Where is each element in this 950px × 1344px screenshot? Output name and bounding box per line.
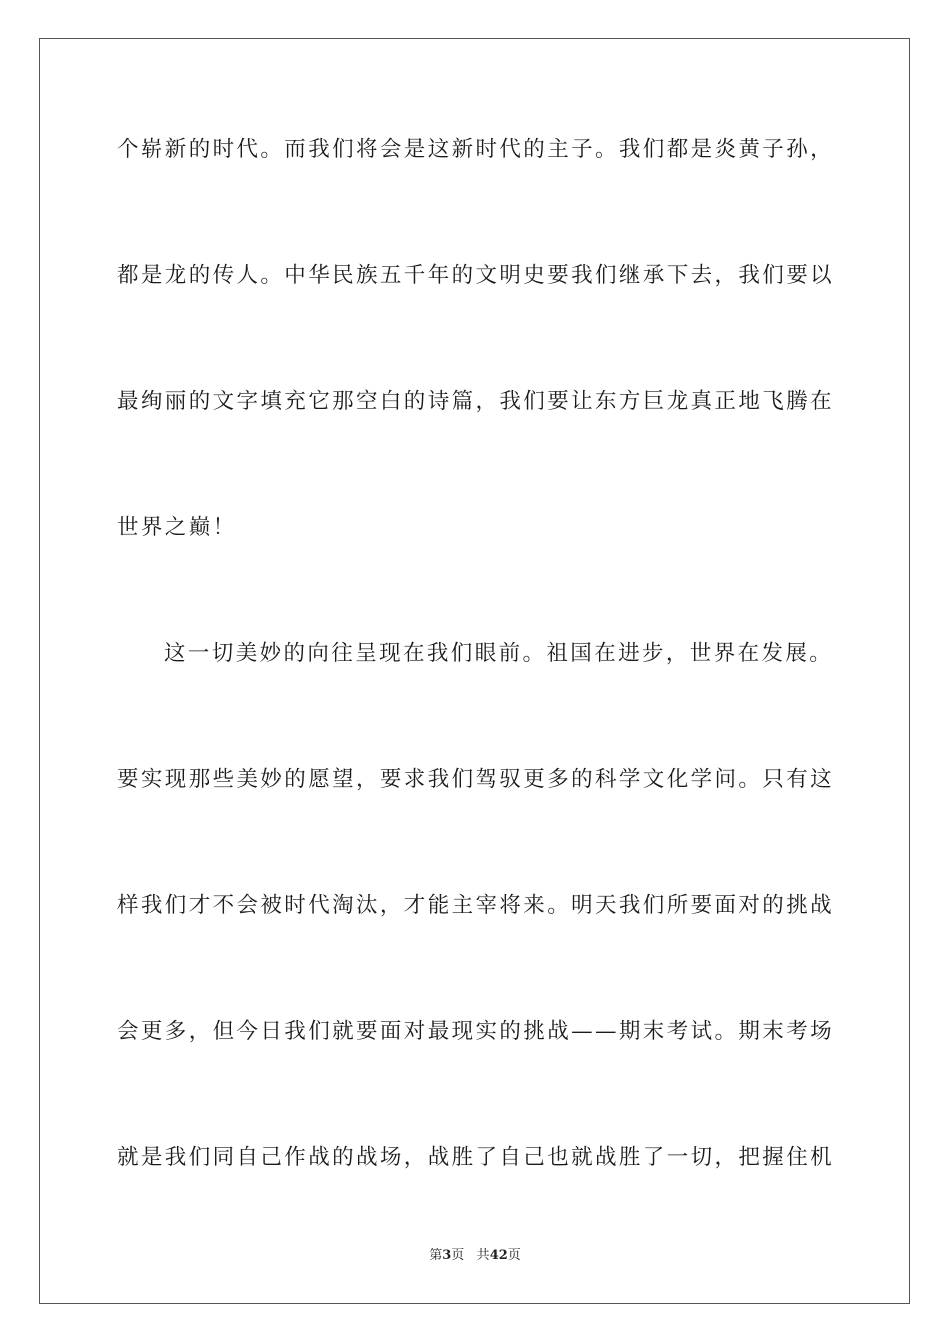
body-text-line: 世界之巅！ xyxy=(117,515,237,540)
footer-total-pages: 42 xyxy=(489,1248,508,1263)
footer-page-suffix: 页 xyxy=(451,1248,465,1263)
paragraph-first-line: 这一切美妙的向往呈现在我们眼前。祖国在进步，世界在发展。 xyxy=(164,641,834,666)
body-text-line: 要实现那些美妙的愿望，要求我们驾驭更多的科学文化学问。只有这 xyxy=(117,767,835,792)
body-text-line: 最绚丽的文字填充它那空白的诗篇，我们要让东方巨龙真正地飞腾在 xyxy=(117,389,835,414)
body-text-line: 都是龙的传人。中华民族五千年的文明史要我们继承下去，我们要以 xyxy=(117,263,835,288)
body-text-line: 个崭新的时代。而我们将会是这新时代的主子。我们都是炎黄子孙， xyxy=(117,137,835,162)
footer-total-prefix: 共 xyxy=(476,1248,490,1263)
footer-page-number: 3 xyxy=(442,1248,452,1263)
page-footer xyxy=(0,1247,950,1265)
footer-prefix: 第 xyxy=(429,1248,443,1263)
body-text-line: 样我们才不会被时代淘汰，才能主宰将来。明天我们所要面对的挑战 xyxy=(117,893,835,918)
body-text-line: 就是我们同自己作战的战场，战胜了自己也就战胜了一切，把握住机 xyxy=(117,1145,835,1170)
body-text-line: 会更多，但今日我们就要面对最现实的挑战——期末考试。期末考场 xyxy=(117,1019,835,1044)
page-border xyxy=(39,38,910,1304)
footer-total-suffix: 页 xyxy=(507,1248,521,1263)
